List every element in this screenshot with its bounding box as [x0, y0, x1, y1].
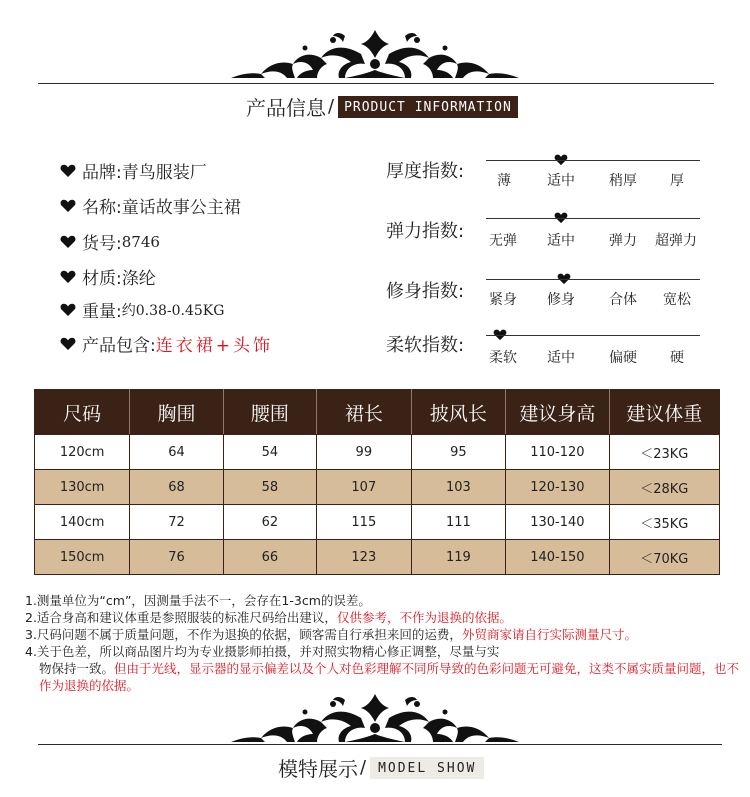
heart-icon [60, 199, 76, 213]
info-sku-label: 货号: [82, 234, 122, 254]
size-table [34, 389, 720, 575]
index-option: 无弹 [489, 233, 517, 249]
index-option: 柔软 [489, 350, 517, 366]
note-2-text: 2.适合身高和建议体重是参照服装的标准尺码给出建议， [25, 610, 337, 625]
header-waist: 腰围 [223, 390, 316, 435]
cell-waist: 62 [223, 505, 316, 540]
heart-icon [60, 235, 76, 249]
section-title-slash: / [328, 96, 335, 117]
index-option: 超弹力 [655, 233, 697, 249]
cell-cape-length: 95 [411, 435, 506, 470]
note-3-text: 3.尺码问题不属于质量问题，不作为退换的依据，顾客需自行承担来回的运费， [25, 627, 462, 642]
index-fit-label: 修身指数: [386, 281, 465, 302]
index-option: 适中 [547, 233, 575, 249]
table-row [35, 540, 720, 575]
index-option: 偏硬 [609, 350, 637, 366]
info-includes [60, 331, 273, 356]
section-title-en: PRODUCT INFORMATION [338, 96, 518, 118]
info-sku-value: 8746 [121, 232, 160, 251]
info-sku [60, 229, 160, 254]
note-4 [25, 643, 740, 660]
section-title-product-info [246, 92, 518, 121]
index-elasticity-label: 弹力指数: [386, 221, 465, 242]
info-name-value: 童话故事公主裙 [121, 198, 241, 218]
index-fit-line [486, 279, 700, 280]
heart-icon [60, 164, 76, 178]
note-2 [25, 609, 740, 626]
info-brand-label: 品牌: [82, 163, 122, 183]
note-1-text: 1.测量单位为“cm”，因测量手法不一，会存在1-3cm的误差。 [25, 593, 371, 608]
section-title-model-show [278, 753, 484, 782]
cell-bust: 76 [130, 540, 223, 575]
cell-bust: 72 [130, 505, 223, 540]
section-title-cn: 模特展示 [278, 757, 358, 781]
note-3 [25, 626, 740, 643]
table-row [35, 470, 720, 505]
header-cape-length: 披风长 [411, 390, 506, 435]
cell-height: 110-120 [506, 435, 609, 470]
cell-dress-length: 115 [317, 505, 412, 540]
cell-weight: ＜23KG [609, 435, 719, 470]
index-elasticity-line [486, 218, 700, 219]
index-softness-line [486, 335, 700, 336]
cell-waist: 66 [223, 540, 316, 575]
note-3-warning: 外贸商家请自行实际测量尺寸。 [461, 627, 637, 642]
section-title-cn: 产品信息 [246, 96, 326, 120]
table-row [35, 505, 720, 540]
info-material-value: 涤纶 [121, 269, 156, 289]
divider-top [38, 83, 714, 84]
ornament-top [225, 24, 525, 84]
cell-dress-length: 99 [317, 435, 412, 470]
ornament-bottom [225, 688, 525, 748]
index-option: 稍厚 [609, 173, 637, 189]
cell-waist: 54 [223, 435, 316, 470]
index-option: 适中 [547, 350, 575, 366]
cell-height: 130-140 [506, 505, 609, 540]
info-weight-label: 重量: [82, 302, 122, 322]
header-weight: 建议体重 [609, 390, 719, 435]
info-brand-value: 青鸟服装厂 [121, 163, 207, 183]
cell-height: 140-150 [506, 540, 609, 575]
cell-waist: 58 [223, 470, 316, 505]
cell-cape-length: 119 [411, 540, 506, 575]
note-4-warning: 但由于光线，显示器的显示偏差以及个人对色彩理解不同所导致的色彩问题无可避免，这类不属实质量问题，也不作为退换的依据。 [39, 661, 740, 693]
cell-weight: ＜35KG [609, 505, 719, 540]
info-includes-value: 连衣裙+头饰 [155, 336, 273, 356]
index-thickness-line [486, 160, 700, 161]
index-option: 适中 [547, 173, 575, 189]
header-bust: 胸围 [130, 390, 223, 435]
index-option: 合体 [609, 292, 637, 308]
header-dress-length: 裙长 [317, 390, 412, 435]
cell-height: 120-130 [506, 470, 609, 505]
table-row [35, 435, 720, 470]
size-notes [25, 592, 740, 694]
note-2-warning: 仅供参考，不作为退换的依据。 [336, 610, 512, 625]
cell-size: 120cm [35, 435, 130, 470]
cell-cape-length: 111 [411, 505, 506, 540]
cell-size: 140cm [35, 505, 130, 540]
cell-cape-length: 103 [411, 470, 506, 505]
header-size: 尺码 [35, 390, 130, 435]
section-title-slash: / [360, 757, 367, 778]
info-brand [60, 158, 207, 183]
heart-icon [60, 337, 76, 351]
cell-weight: ＜28KG [609, 470, 719, 505]
info-includes-label: 产品包含: [82, 336, 156, 356]
size-table-header [35, 390, 720, 435]
cell-dress-length: 123 [317, 540, 412, 575]
info-weight [60, 297, 224, 322]
index-thickness-label: 厚度指数: [386, 161, 465, 182]
index-softness-label: 柔软指数: [386, 335, 465, 356]
cell-bust: 64 [130, 435, 223, 470]
info-name-label: 名称: [82, 198, 122, 218]
header-height: 建议身高 [506, 390, 609, 435]
info-name [60, 193, 241, 218]
index-option: 薄 [497, 173, 511, 189]
index-option: 弹力 [609, 233, 637, 249]
cell-size: 150cm [35, 540, 130, 575]
index-option: 宽松 [663, 292, 691, 308]
info-weight-value: 约0.38-0.45KG [121, 302, 225, 319]
section-title-en: MODEL SHOW [370, 757, 484, 779]
index-option: 修身 [547, 292, 575, 308]
index-option: 紧身 [489, 292, 517, 308]
cell-weight: ＜70KG [609, 540, 719, 575]
info-material [60, 264, 156, 289]
heart-icon [60, 270, 76, 284]
note-4-text: 4.关于色差，所以商品图片均为专业摄影师拍摄，并对照实物精心修正调整，尽量与实 [25, 644, 500, 659]
divider-bottom [38, 744, 722, 745]
cell-size: 130cm [35, 470, 130, 505]
heart-icon [60, 303, 76, 317]
info-material-label: 材质: [82, 269, 122, 289]
note-1 [25, 592, 740, 609]
note-4b-text: 物保持一致。 [39, 661, 115, 676]
index-option: 硬 [670, 350, 684, 366]
cell-dress-length: 107 [317, 470, 412, 505]
index-option: 厚 [670, 173, 684, 189]
cell-bust: 68 [130, 470, 223, 505]
